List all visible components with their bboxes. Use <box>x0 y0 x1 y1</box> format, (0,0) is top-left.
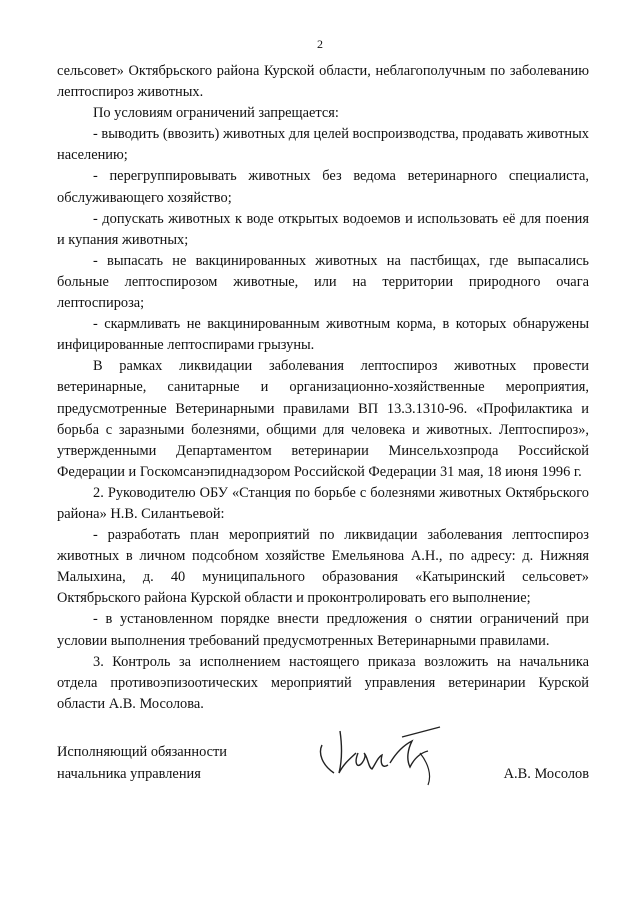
paragraph-restriction-5: - скармливать не вакцинированным животным корма, в которых обнаружены инфицированные лептоспирами грызуны. <box>57 316 589 354</box>
paragraph-item-2-task-1: - разработать план мероприятий по ликвидации заболевания лептоспироз животных в личном подсобном хозяйстве Емельянова А.Н., по адресу: д. Нижняя Малыхина, д. 40 муниципального образования «Катыринский сельсовет» Октябрьского района Курской области и проконтролировать его выполнение; <box>57 527 589 607</box>
paragraph-restrictions-intro: По условиям ограничений запрещается: <box>93 105 339 122</box>
paragraph-continuation: сельсовет» Октябрьского района Курской области, неблагополучным по заболеванию лептоспироз животных. <box>57 63 589 101</box>
signatory-title <box>57 741 227 785</box>
paragraph-item-3: 3. Контроль за исполнением настоящего приказа возложить на начальника отдела противоэпизоотических мероприятий управления ветеринарии Курской области А.В. Мосолова. <box>57 653 589 712</box>
paragraph-restriction-3: - допускать животных к воде открытых водоемов и использовать её для поения и купания животных; <box>57 210 589 248</box>
signature-block <box>57 741 589 801</box>
signatory-name: А.В. Мосолов <box>503 766 589 782</box>
paragraph-restriction-2: - перегруппировывать животных без ведома ветеринарного специалиста, обслуживающего хозяйство; <box>57 168 589 206</box>
signatory-title-line-1: Исполняющий обязанности <box>57 744 228 760</box>
paragraph-restriction-4: - выпасать не вакцинированных животных на пастбищах, где выпасались больные лептоспирозом животные, или на территории природного очага лептоспироза; <box>57 252 589 312</box>
handwritten-signature <box>312 723 462 793</box>
paragraph-item-2-task-2: - в установленном порядке внести предложения о снятии ограничений при условии выполнения требований предусмотренных Ветеринарными правилами. <box>57 611 589 649</box>
page-number: 2 <box>317 37 323 51</box>
signatory-title-line-2: начальника управления <box>57 766 201 782</box>
paragraph-restriction-1: - выводить (ввозить) животных для целей воспроизводства, продавать животных населению; <box>57 126 589 164</box>
paragraph-item-2: 2. Руководителю ОБУ «Станция по борьбе с болезнями животных Октябрьского района» Н.В. Силантьевой: <box>57 484 589 522</box>
document-body <box>57 61 589 715</box>
paragraph-liquidation-measures: В рамках ликвидации заболевания лептоспироз животных провести ветеринарные, санитарные и организационно-хозяйственные мероприятия, предусмотренные Ветеринарными правилами ВП 13.3.1310-96. «Профилактика и борьба с заразными болезнями, общими для человека и животных. Лептоспироз», утвержденными Департаментом ветеринарии Минсельхозпрода Российской Федерации и Госкомсанэпиднадзором Российской Федерации 31 мая, 18 июня 1996 г. <box>57 358 589 480</box>
